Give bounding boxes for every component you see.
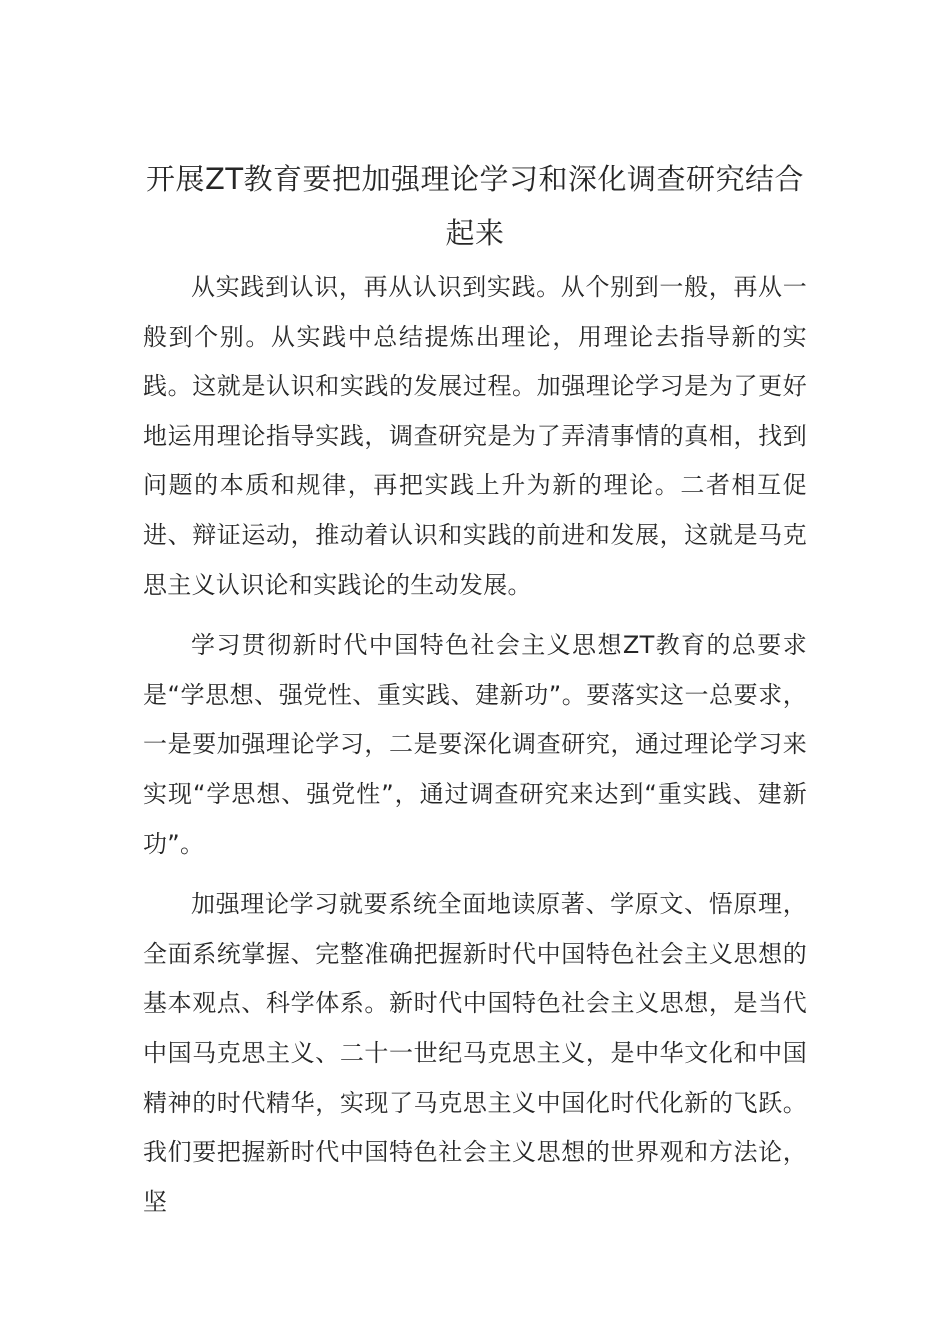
document-body [143, 263, 807, 1238]
paragraph-1: 从实践到认识，再从认识到实践。从个别到一般，再从一般到个别。从实践中总结提炼出理论，用理论去指导新的实践。这就是认识和实践的发展过程。加强理论学习是为了更好地运用理论指导实践，调查研究是为了弄清事情的真相，找到问题的本质和规律，再把实践上升为新的理论。二者相互促进、辩证运动，推动着认识和实践的前进和发展，这就是马克思主义认识论和实践论的生动发展。 [143, 273, 807, 599]
paragraph-3: 加强理论学习就要系统全面地读原著、学原文、悟原理，全面系统掌握、完整准确把握新时代中国特色社会主义思想的基本观点、科学体系。新时代中国特色社会主义思想，是当代中国马克思主义、二十一世纪马克思主义，是中华文化和中国精神的时代精华，实现了马克思主义中国化时代化新的飞跃。我们要把握新时代中国特色社会主义思想的世界观和方法论，坚 [143, 890, 807, 1216]
paragraph-2: 学习贯彻新时代中国特色社会主义思想ZT教育的总要求是“学思想、强党性、重实践、建新功”。要落实这一总要求，一是要加强理论学习，二是要深化调查研究，通过理论学习来实现“学思想、强党性”，通过调查研究来达到“重实践、建新功”。 [143, 631, 807, 858]
document-title: 开展ZT教育要把加强理论学习和深化调查研究结合起来 [145, 162, 805, 250]
